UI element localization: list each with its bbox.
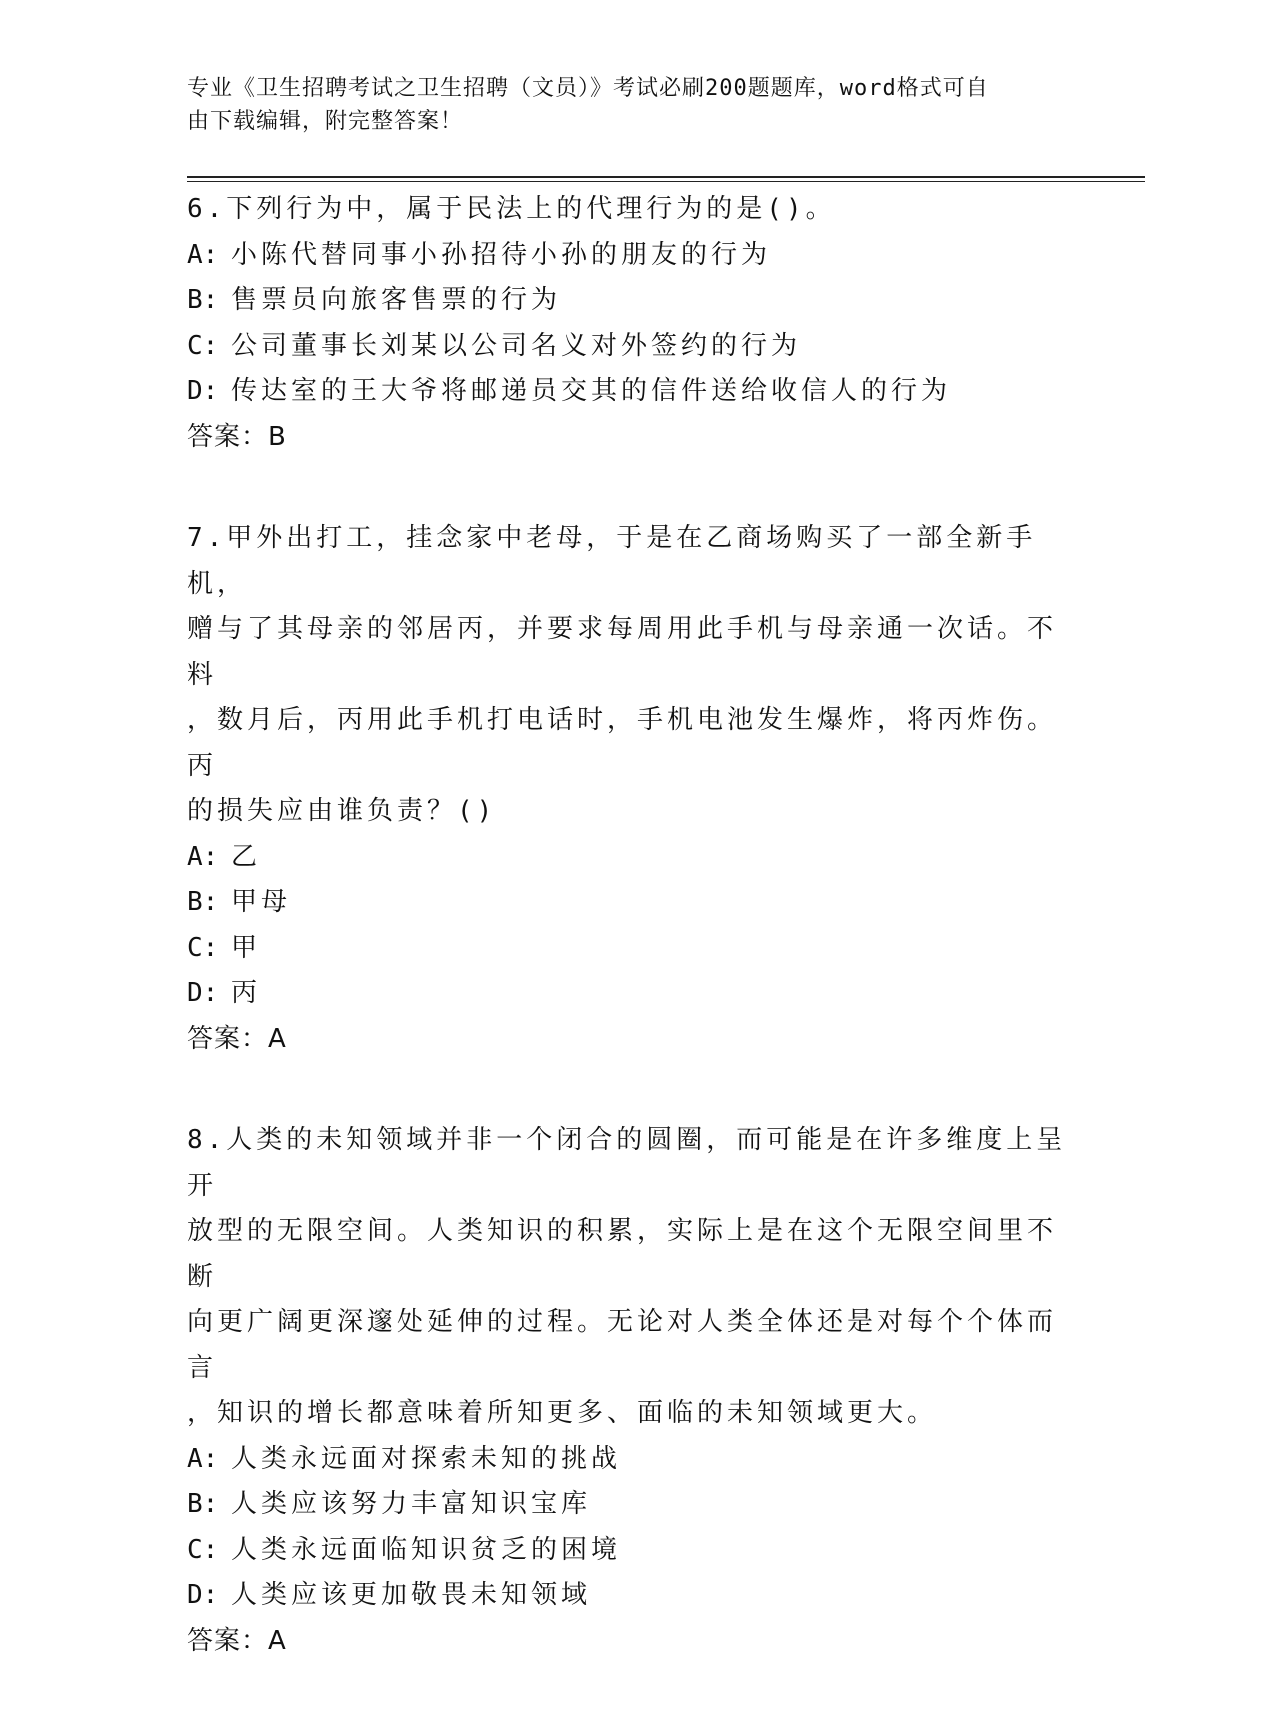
question-stem-line: ，数月后，丙用此手机打电话时，手机电池发生爆炸，将丙炸伤。丙 bbox=[187, 705, 1058, 781]
answer: 答案：A bbox=[187, 1023, 287, 1054]
option-a bbox=[187, 835, 1067, 881]
header-divider-thin bbox=[187, 181, 1145, 182]
option-text: 人类应该努力丰富知识宝库 bbox=[231, 1489, 592, 1519]
option-key: C: bbox=[187, 932, 219, 963]
question-stem-line: ，知识的增长都意味着所知更多、面临的未知领域更大。 bbox=[187, 1398, 938, 1428]
header-line-2: 由下载编辑，附完整答案！ bbox=[187, 109, 464, 134]
option-text: 丙 bbox=[231, 978, 262, 1008]
question-stem-line: 7.甲外出打工，挂念家中老母，于是在乙商场购买了一部全新手机， bbox=[187, 523, 1037, 599]
header-divider-thick bbox=[187, 176, 1145, 178]
option-a bbox=[187, 233, 1067, 279]
option-text: 人类永远面对探索未知的挑战 bbox=[231, 1443, 622, 1474]
option-key: D: bbox=[187, 978, 219, 1008]
option-c bbox=[187, 1528, 1067, 1574]
answer: 答案：A bbox=[187, 1625, 287, 1656]
question-6 bbox=[187, 187, 1067, 460]
option-c bbox=[187, 926, 1067, 972]
option-key: B: bbox=[187, 887, 219, 917]
option-d bbox=[187, 971, 1067, 1017]
option-key: B: bbox=[187, 1489, 219, 1519]
option-text: 传达室的王大爷将邮递员交其的信件送给收信人的行为 bbox=[231, 376, 952, 406]
option-key: D: bbox=[187, 1580, 219, 1610]
option-key: C: bbox=[187, 1534, 219, 1565]
question-stem-line: 8.人类的未知领域并非一个闭合的圆圈，而可能是在许多维度上呈开 bbox=[187, 1125, 1067, 1201]
option-d bbox=[187, 1573, 1067, 1619]
question-list bbox=[187, 187, 1067, 1720]
option-key: A: bbox=[187, 841, 219, 872]
option-key: B: bbox=[187, 285, 219, 315]
question-stem-line: 赠与了其母亲的邻居丙，并要求每周用此手机与母亲通一次话。不料 bbox=[187, 614, 1058, 690]
option-b bbox=[187, 278, 1067, 324]
option-key: A: bbox=[187, 1443, 219, 1474]
option-text: 人类应该更加敬畏未知领域 bbox=[231, 1580, 592, 1610]
option-text: 售票员向旅客售票的行为 bbox=[231, 285, 562, 315]
option-a bbox=[187, 1437, 1067, 1483]
option-key: D: bbox=[187, 376, 219, 406]
option-text: 乙 bbox=[231, 841, 262, 872]
option-text: 人类永远面临知识贫乏的困境 bbox=[231, 1534, 622, 1565]
option-b bbox=[187, 880, 1067, 926]
question-stem-line: 的损失应由谁负责？() bbox=[187, 796, 497, 826]
answer: 答案：B bbox=[187, 421, 287, 452]
option-text: 公司董事长刘某以公司名义对外签约的行为 bbox=[231, 330, 802, 361]
question-7 bbox=[187, 516, 1067, 1062]
option-b bbox=[187, 1482, 1067, 1528]
question-8 bbox=[187, 1118, 1067, 1664]
question-stem-line: 向更广阔更深邃处延伸的过程。无论对人类全体还是对每个个体而言 bbox=[187, 1307, 1058, 1383]
question-stem-line: 放型的无限空间。人类知识的积累，实际上是在这个无限空间里不断 bbox=[187, 1216, 1058, 1292]
option-text: 小陈代替同事小孙招待小孙的朋友的行为 bbox=[231, 239, 772, 270]
option-key: C: bbox=[187, 330, 219, 361]
option-key: A: bbox=[187, 239, 219, 270]
question-stem: 6.下列行为中，属于民法上的代理行为的是()。 bbox=[187, 194, 836, 224]
header-line-1: 专业《卫生招聘考试之卫生招聘（文员）》考试必刷200题题库，word格式可自 bbox=[187, 76, 989, 101]
option-d bbox=[187, 369, 1067, 415]
document-header bbox=[187, 72, 1087, 138]
option-text: 甲母 bbox=[231, 887, 292, 917]
option-c bbox=[187, 324, 1067, 370]
option-text: 甲 bbox=[231, 932, 262, 963]
